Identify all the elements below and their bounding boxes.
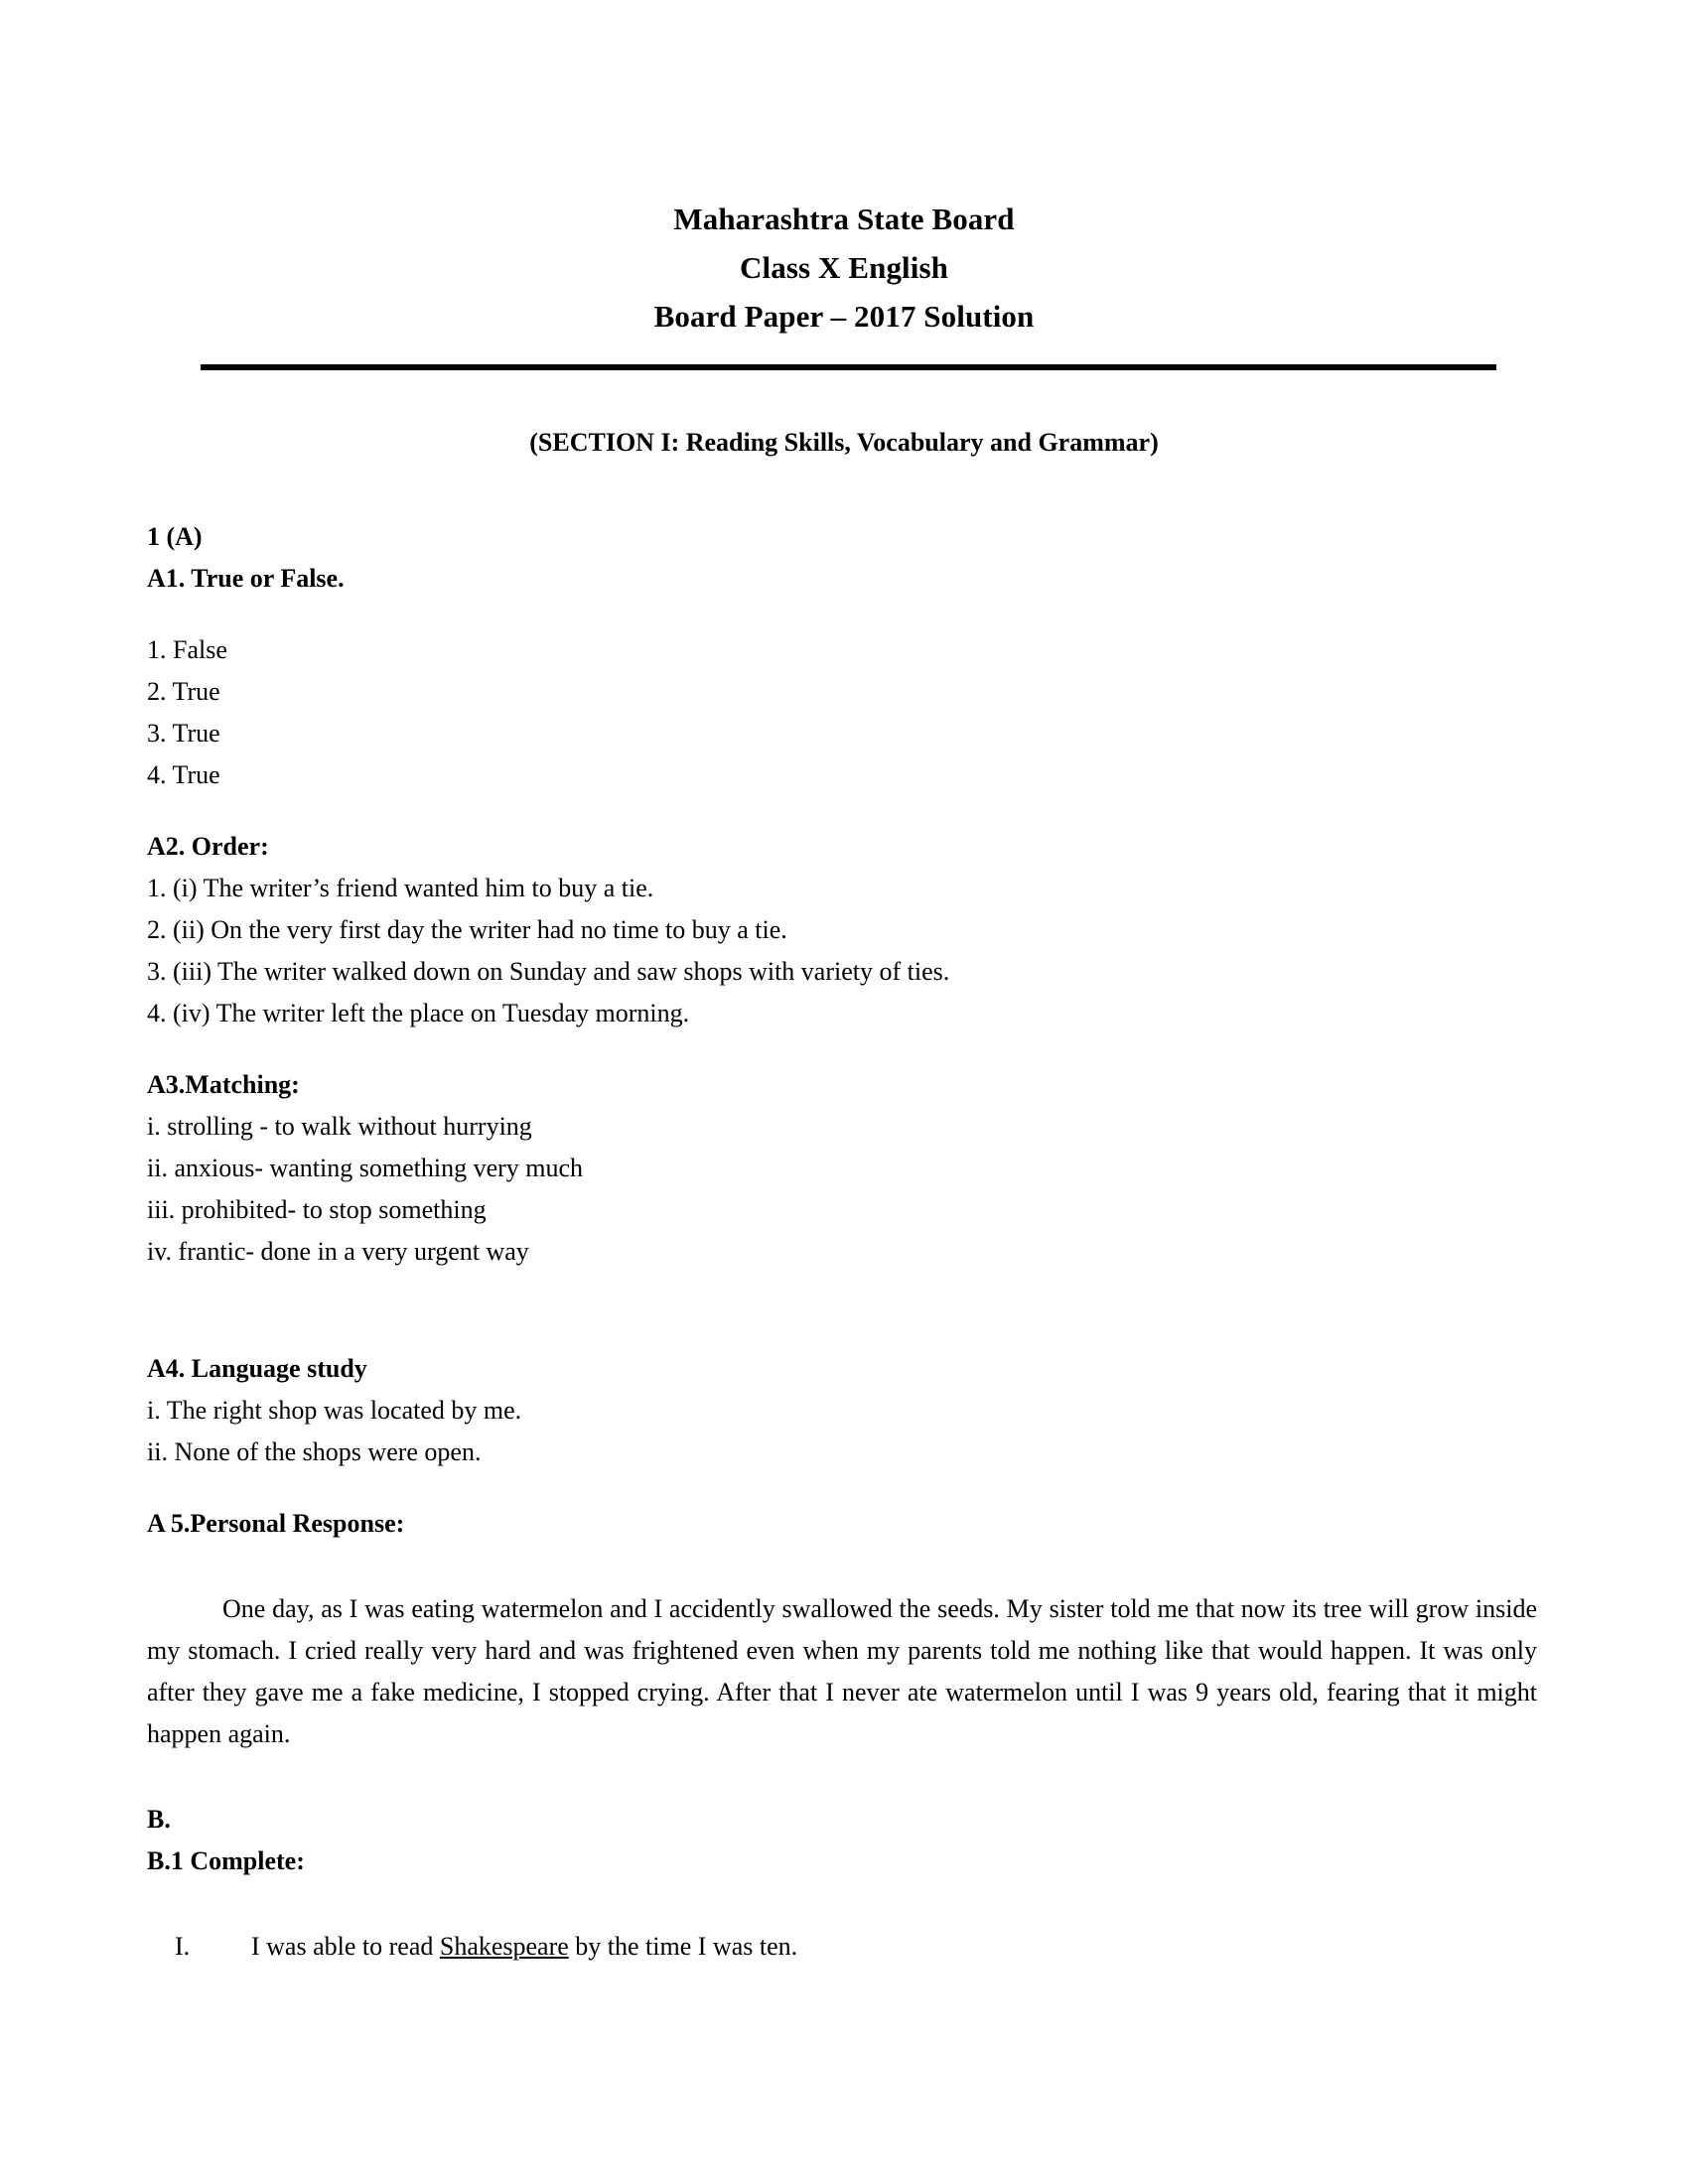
a4-heading: A4. Language study [147,1354,367,1383]
a1-answer-4: 4. True [147,760,220,789]
title-line-board: Maharashtra State Board [673,202,1015,236]
a3-answer-1: i. strolling - to walk without hurrying [147,1112,532,1141]
page-content [147,0,1541,1968]
b1-item-1-marker: I. [175,1932,191,1961]
a2-answer-1: 1. (i) The writer’s friend wanted him to buy a tie. [147,874,654,902]
spacer [147,1330,1541,1348]
spacer [147,600,1541,629]
b1-heading: B.1 Complete: [147,1846,305,1875]
a5-personal-response-paragraph: One day, as I was eating watermelon and I accidently swallowed the seeds. My sister told me that now its tree will grow inside my stomach. I cried really very hard and was frightened even when my parents told me nothing like that would happen. It was only after they gave me a fake medicine, I stopped crying. After that I never ate watermelon until I was 9 years old, fearing that it might happen again. [147,1594,1537,1748]
a1-heading: A1. True or False. [147,564,345,593]
a2-heading: A2. Order: [147,832,269,861]
spacer [147,1545,1541,1588]
spacer [147,1755,1541,1799]
question-1a-block [147,516,1541,1755]
a3-answer-3: iii. prohibited- to stop something [147,1195,487,1224]
b1-item-1 [147,1926,1541,1968]
section-heading: (SECTION I: Reading Skills, Vocabulary and Grammar) [529,428,1159,457]
spacer [147,796,1541,826]
b1-item-1-answer: Shakespeare [439,1932,569,1961]
question-1a-label: 1 (A) [147,522,203,551]
a2-answer-2: 2. (ii) On the very first day the writer had no time to buy a tie. [147,915,787,944]
a1-answer-2: 2. True [147,677,220,706]
a1-answer-1: 1. False [147,635,227,664]
a4-answer-2: ii. None of the shops were open. [147,1437,482,1466]
spacer [147,1882,1541,1926]
a2-answer-3: 3. (iii) The writer walked down on Sunday and saw shops with variety of ties. [147,957,950,986]
a3-answer-4: iv. frantic- done in a very urgent way [147,1237,529,1266]
b1-item-1-text-after: by the time I was ten. [568,1932,798,1961]
a2-answer-4: 4. (iv) The writer left the place on Tuesday morning. [147,999,690,1027]
spacer [147,1273,1541,1330]
title-line-paper: Board Paper – 2017 Solution [653,299,1035,334]
b1-item-1-text-before: I was able to read [251,1932,440,1961]
document-title-block [147,195,1541,341]
title-line-class: Class X English [740,250,948,285]
a4-answer-1: i. The right shop was located by me. [147,1396,522,1425]
title-divider-rule [201,364,1496,370]
a5-heading: A 5.Personal Response: [147,1509,405,1538]
a1-answer-3: 3. True [147,719,220,748]
spacer [147,1034,1541,1064]
a3-heading: A3.Matching: [147,1070,300,1099]
a3-answer-2: ii. anxious- wanting something very much [147,1154,584,1182]
question-b-block [147,1799,1541,1968]
question-b-label: B. [147,1805,171,1834]
spacer [147,1473,1541,1503]
b1-item-1-content [251,1926,1541,1968]
